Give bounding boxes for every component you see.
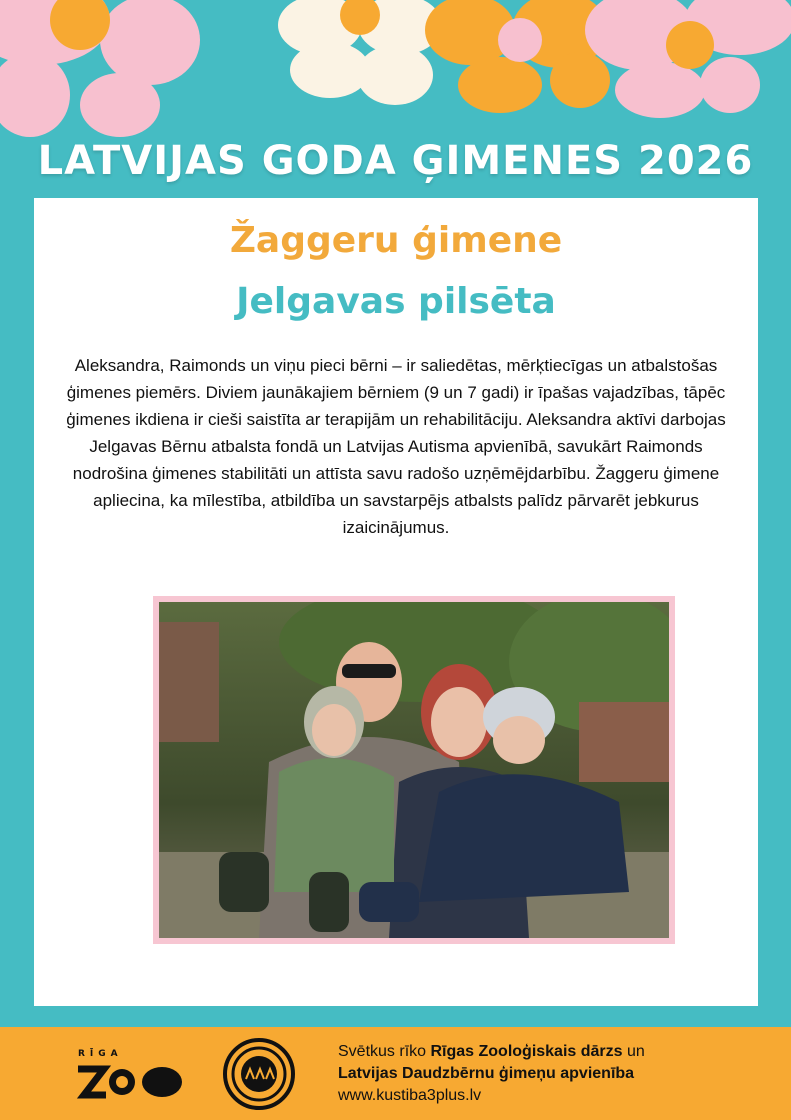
website-link[interactable]: www.kustiba3plus.lv <box>338 1087 482 1104</box>
family-photo <box>159 602 669 938</box>
association-logo <box>222 1037 296 1111</box>
city-heading: Jelgavas pilsēta <box>236 281 556 322</box>
organizer-line1-suffix: un <box>622 1043 645 1060</box>
riga-zoo-logo <box>72 1045 182 1105</box>
organizer-zoo-name: Rīgas Zooloģiskais dārzs <box>430 1043 623 1060</box>
flower-decoration <box>0 0 791 140</box>
photo-frame <box>153 596 675 944</box>
page-title: LATVIJAS GODA ĢIMENES 2026 <box>37 138 754 184</box>
footer <box>0 1027 791 1120</box>
family-description: Aleksandra, Raimonds un viņu pieci bērni – ir saliedētas, mērķtiecīgas un atbalstošas ģimenes piemērs. Diviem jaunākajiem bērniem (9 un 7 gadi) ir īpašas vajadzības, tāpēc ģimenes ikdiena ir cieši saistīta ar terapijām un rehabilitāciju. Aleksandra aktīvi darbojas Jelgavas Bērnu atbalsta fondā un Latvijas Autisma apvienībā, savukārt Raimonds nodrošina ģimenes stabilitāti un attīsta savu radošo uzņēmējdarbību. Žaggeru ģimene apliecina, ka mīlestība, atbildība un savstarpējs atbalsts palīdz pārvarēt jebkurus izaicinājumus. <box>66 356 726 537</box>
organizer-association-name: Latvijas Daudzbērnu ģimeņu apvienība <box>338 1065 635 1082</box>
organizer-line1-prefix: Svētkus rīko <box>338 1043 431 1060</box>
organizer-text <box>338 1041 768 1107</box>
family-name-heading: Žaggeru ģimene <box>229 220 563 261</box>
riga-zoo-label: RĪGA <box>78 1049 123 1059</box>
family-card <box>34 198 758 1006</box>
